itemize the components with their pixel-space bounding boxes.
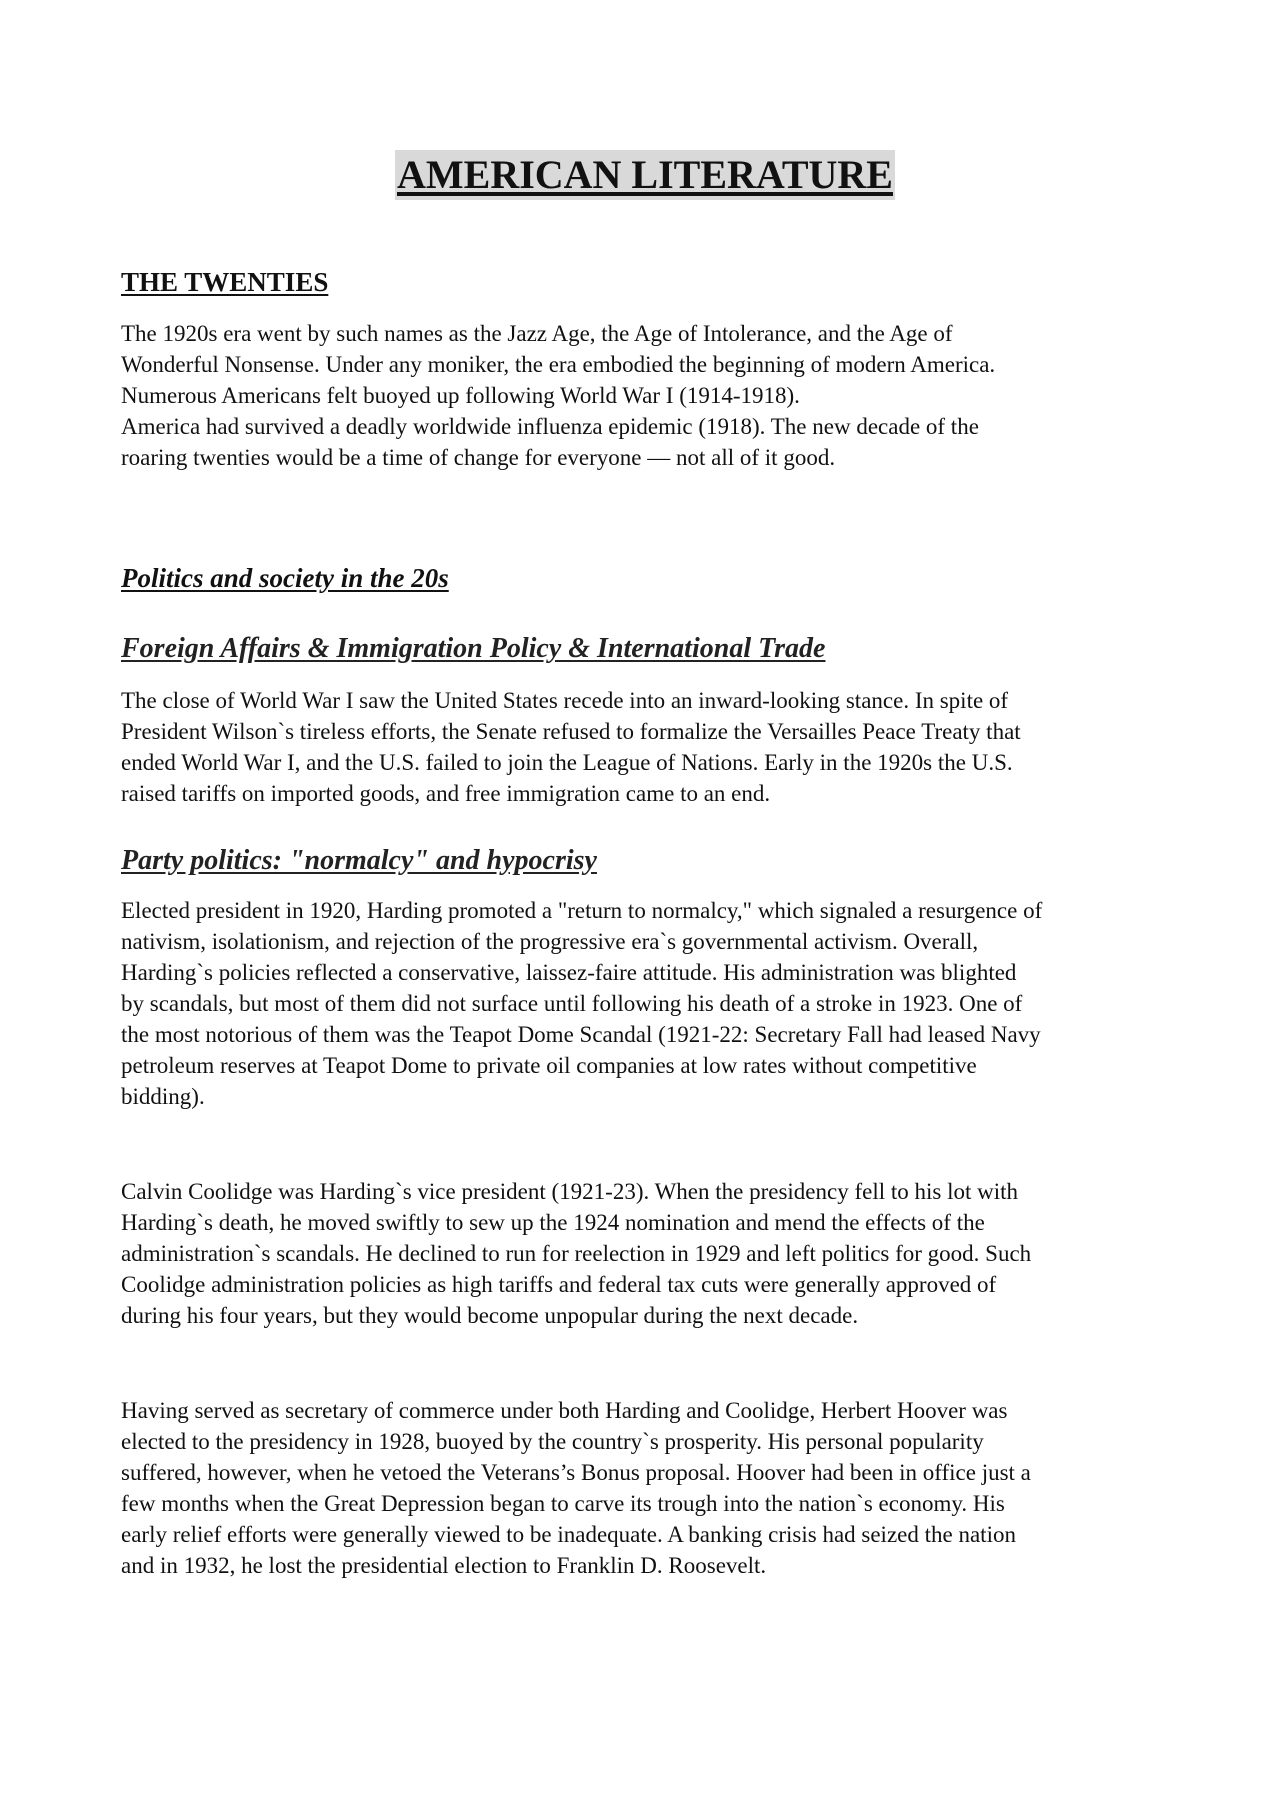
politics-heading: Politics and society in the 20s (121, 563, 449, 593)
paragraph-line: Coolidge administration policies as high tariffs and federal tax cuts were generally approved of (121, 1272, 997, 1297)
document-title: AMERICAN LITERATURE (395, 150, 895, 200)
paragraph-line: few months when the Great Depression began to carve its trough into the nation`s economy. His (121, 1491, 1005, 1516)
paragraph-line: bidding). (121, 1084, 205, 1109)
paragraph-line: raised tariffs on imported goods, and free immigration came to an end. (121, 781, 771, 806)
title-wrapper (121, 150, 1169, 200)
paragraph-line: The 1920s era went by such names as the Jazz Age, the Age of Intolerance, and the Age of (121, 321, 953, 346)
paragraph-line: petroleum reserves at Teapot Dome to private oil companies at low rates without competitive (121, 1053, 977, 1078)
paragraph-line: during his four years, but they would become unpopular during the next decade. (121, 1303, 859, 1328)
foreign-affairs-heading: Foreign Affairs & Immigration Policy & International Trade (121, 633, 826, 664)
paragraph-line: Elected president in 1920, Harding promoted a "return to normalcy," which signaled a resurgence of (121, 898, 1043, 923)
paragraph-line: Harding`s policies reflected a conservative, laissez-faire attitude. His administration was blighted (121, 960, 1017, 985)
foreign-affairs-paragraph (121, 685, 1169, 809)
paragraph-line: Calvin Coolidge was Harding`s vice president (1921-23). When the presidency fell to his lot with (121, 1179, 1019, 1204)
harding-paragraph (121, 895, 1169, 1112)
intro-paragraph (121, 318, 1169, 473)
paragraph-line: America had survived a deadly worldwide influenza epidemic (1918). The new decade of the (121, 414, 979, 439)
paragraph-line: administration`s scandals. He declined to run for reelection in 1929 and left politics for good. Such (121, 1241, 1032, 1266)
paragraph-line: elected to the presidency in 1928, buoyed by the country`s prosperity. His personal popularity (121, 1429, 984, 1454)
party-politics-heading: Party politics: "normalcy" and hypocrisy (121, 845, 597, 876)
paragraph-line: roaring twenties would be a time of change for everyone — not all of it good. (121, 445, 836, 470)
paragraph-line: and in 1932, he lost the presidential election to Franklin D. Roosevelt. (121, 1553, 767, 1578)
hoover-paragraph (121, 1395, 1169, 1581)
paragraph-line: the most notorious of them was the Teapot Dome Scandal (1921-22: Secretary Fall had leased Navy (121, 1022, 1041, 1047)
coolidge-paragraph (121, 1176, 1169, 1331)
paragraph-line: by scandals, but most of them did not surface until following his death of a stroke in 1923. One of (121, 991, 1023, 1016)
section-heading-twenties: THE TWENTIES (121, 267, 329, 297)
paragraph-line: Harding`s death, he moved swiftly to sew up the 1924 nomination and mend the effects of the (121, 1210, 985, 1235)
paragraph-line: nativism, isolationism, and rejection of the progressive era`s governmental activism. Overall, (121, 929, 979, 954)
paragraph-line: President Wilson`s tireless efforts, the Senate refused to formalize the Versailles Peace Treaty that (121, 719, 1021, 744)
paragraph-line: The close of World War I saw the United States recede into an inward-looking stance. In spite of (121, 688, 1009, 713)
paragraph-line: Numerous Americans felt buoyed up following World War I (1914-1918). (121, 383, 800, 408)
paragraph-line: suffered, however, when he vetoed the Veterans’s Bonus proposal. Hoover had been in office just a (121, 1460, 1031, 1485)
paragraph-line: early relief efforts were generally viewed to be inadequate. A banking crisis had seized the nation (121, 1522, 1016, 1547)
paragraph-line: ended World War I, and the U.S. failed to join the League of Nations. Early in the 1920s the U.S. (121, 750, 1013, 775)
paragraph-line: Wonderful Nonsense. Under any moniker, the era embodied the beginning of modern America. (121, 352, 996, 377)
paragraph-line: Having served as secretary of commerce under both Harding and Coolidge, Herbert Hoover was (121, 1398, 1008, 1423)
